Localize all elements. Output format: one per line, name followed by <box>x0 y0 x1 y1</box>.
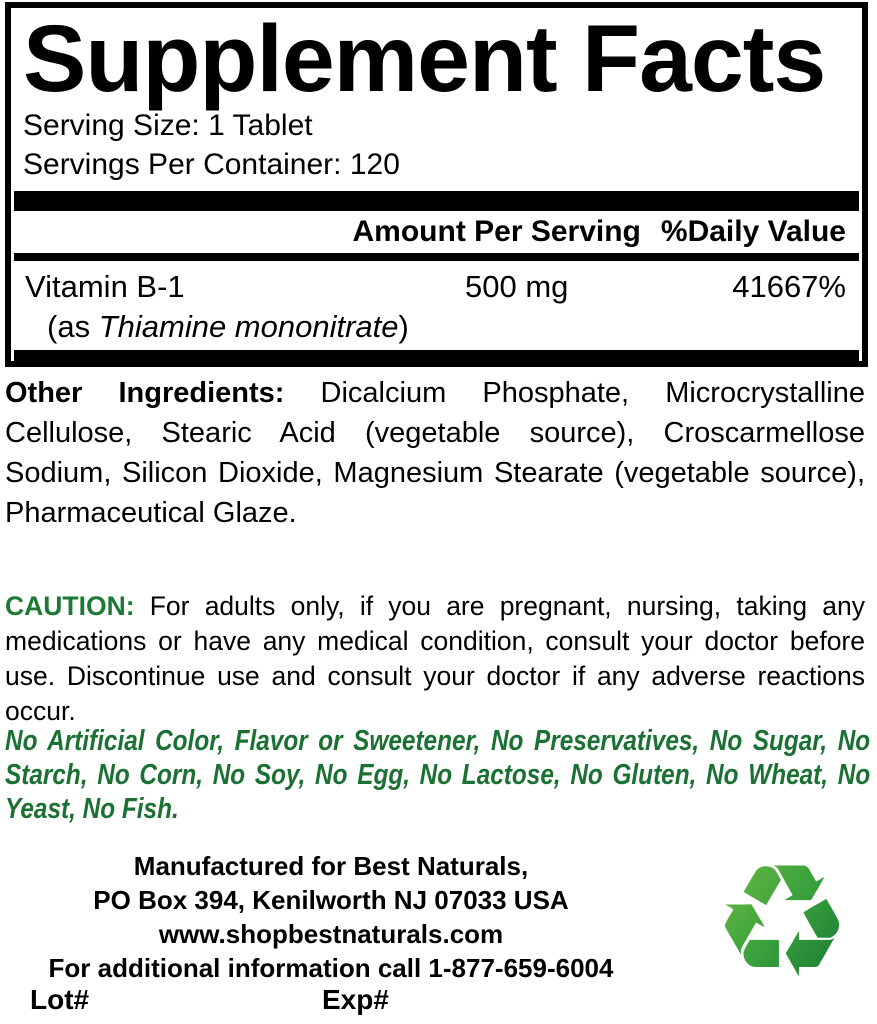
serving-size: Serving Size: 1 Tablet <box>23 109 313 143</box>
nutrient-daily-value: 41667% <box>732 269 846 305</box>
manufacturer-line: Manufactured for Best Naturals, <box>133 851 529 881</box>
phone-line: For additional information call 1-877-659-6004 <box>48 953 614 983</box>
nutrient-name: Vitamin B-1 <box>25 269 185 305</box>
divider-thick-bottom <box>14 350 859 367</box>
address-line: PO Box 394, Kenilworth NJ 07033 USA <box>93 885 569 915</box>
recycle-icon <box>698 843 866 1003</box>
divider-thin <box>14 253 859 261</box>
caution-label: CAUTION: <box>5 591 135 621</box>
claims-paragraph: No Artificial Color, Flavor or Sweetener, No Preservatives, No Sugar, No Starch, No Corn, No Soy, No Egg, No Lactose, No Gluten, No Wheat, No Yeast, No Fish. <box>5 725 871 825</box>
servings-per-container: Servings Per Container: 120 <box>23 148 400 182</box>
nutrient-source-name: Thiamine mononitrate <box>98 309 399 345</box>
daily-value-header: %Daily Value <box>660 215 846 249</box>
supplement-facts-panel <box>5 2 868 367</box>
column-headers <box>11 211 862 251</box>
exp-date-field: Exp# <box>322 984 389 1015</box>
nutrient-row <box>11 261 862 305</box>
nutrient-source-suffix: ) <box>398 309 409 345</box>
other-ingredients-text: Dicalcium Phosphate, Microcrystalline Cellulose, Stearic Acid (vegetable source), Croscarmellose Sodium, Silicon Dioxide, Magnesium Stearate (vegetable source), Pharmaceutical Glaze. <box>5 377 866 529</box>
divider-thick-top <box>14 191 859 211</box>
nutrient-source <box>47 309 862 345</box>
other-ingredients-label: Other Ingredients: <box>5 377 285 409</box>
caution-text: For adults only, if you are pregnant, nursing, taking any medications or have any medical condition, consult your doctor before use. Discontinue use and consult your doctor if any adverse reactions occur. <box>5 591 865 726</box>
caution-paragraph <box>5 589 865 729</box>
website-line: www.shopbestnaturals.com <box>158 919 504 949</box>
other-ingredients <box>5 373 865 533</box>
recycle-glyph: ♻ <box>711 843 853 1003</box>
nutrient-source-prefix: (as <box>47 309 99 345</box>
amount-per-serving-header: Amount Per Serving <box>352 215 641 249</box>
nutrient-amount: 500 mg <box>465 269 569 305</box>
manufacturer-info <box>0 849 662 985</box>
lot-number-field: Lot# <box>30 984 90 1015</box>
panel-title: Supplement Facts <box>23 6 826 112</box>
